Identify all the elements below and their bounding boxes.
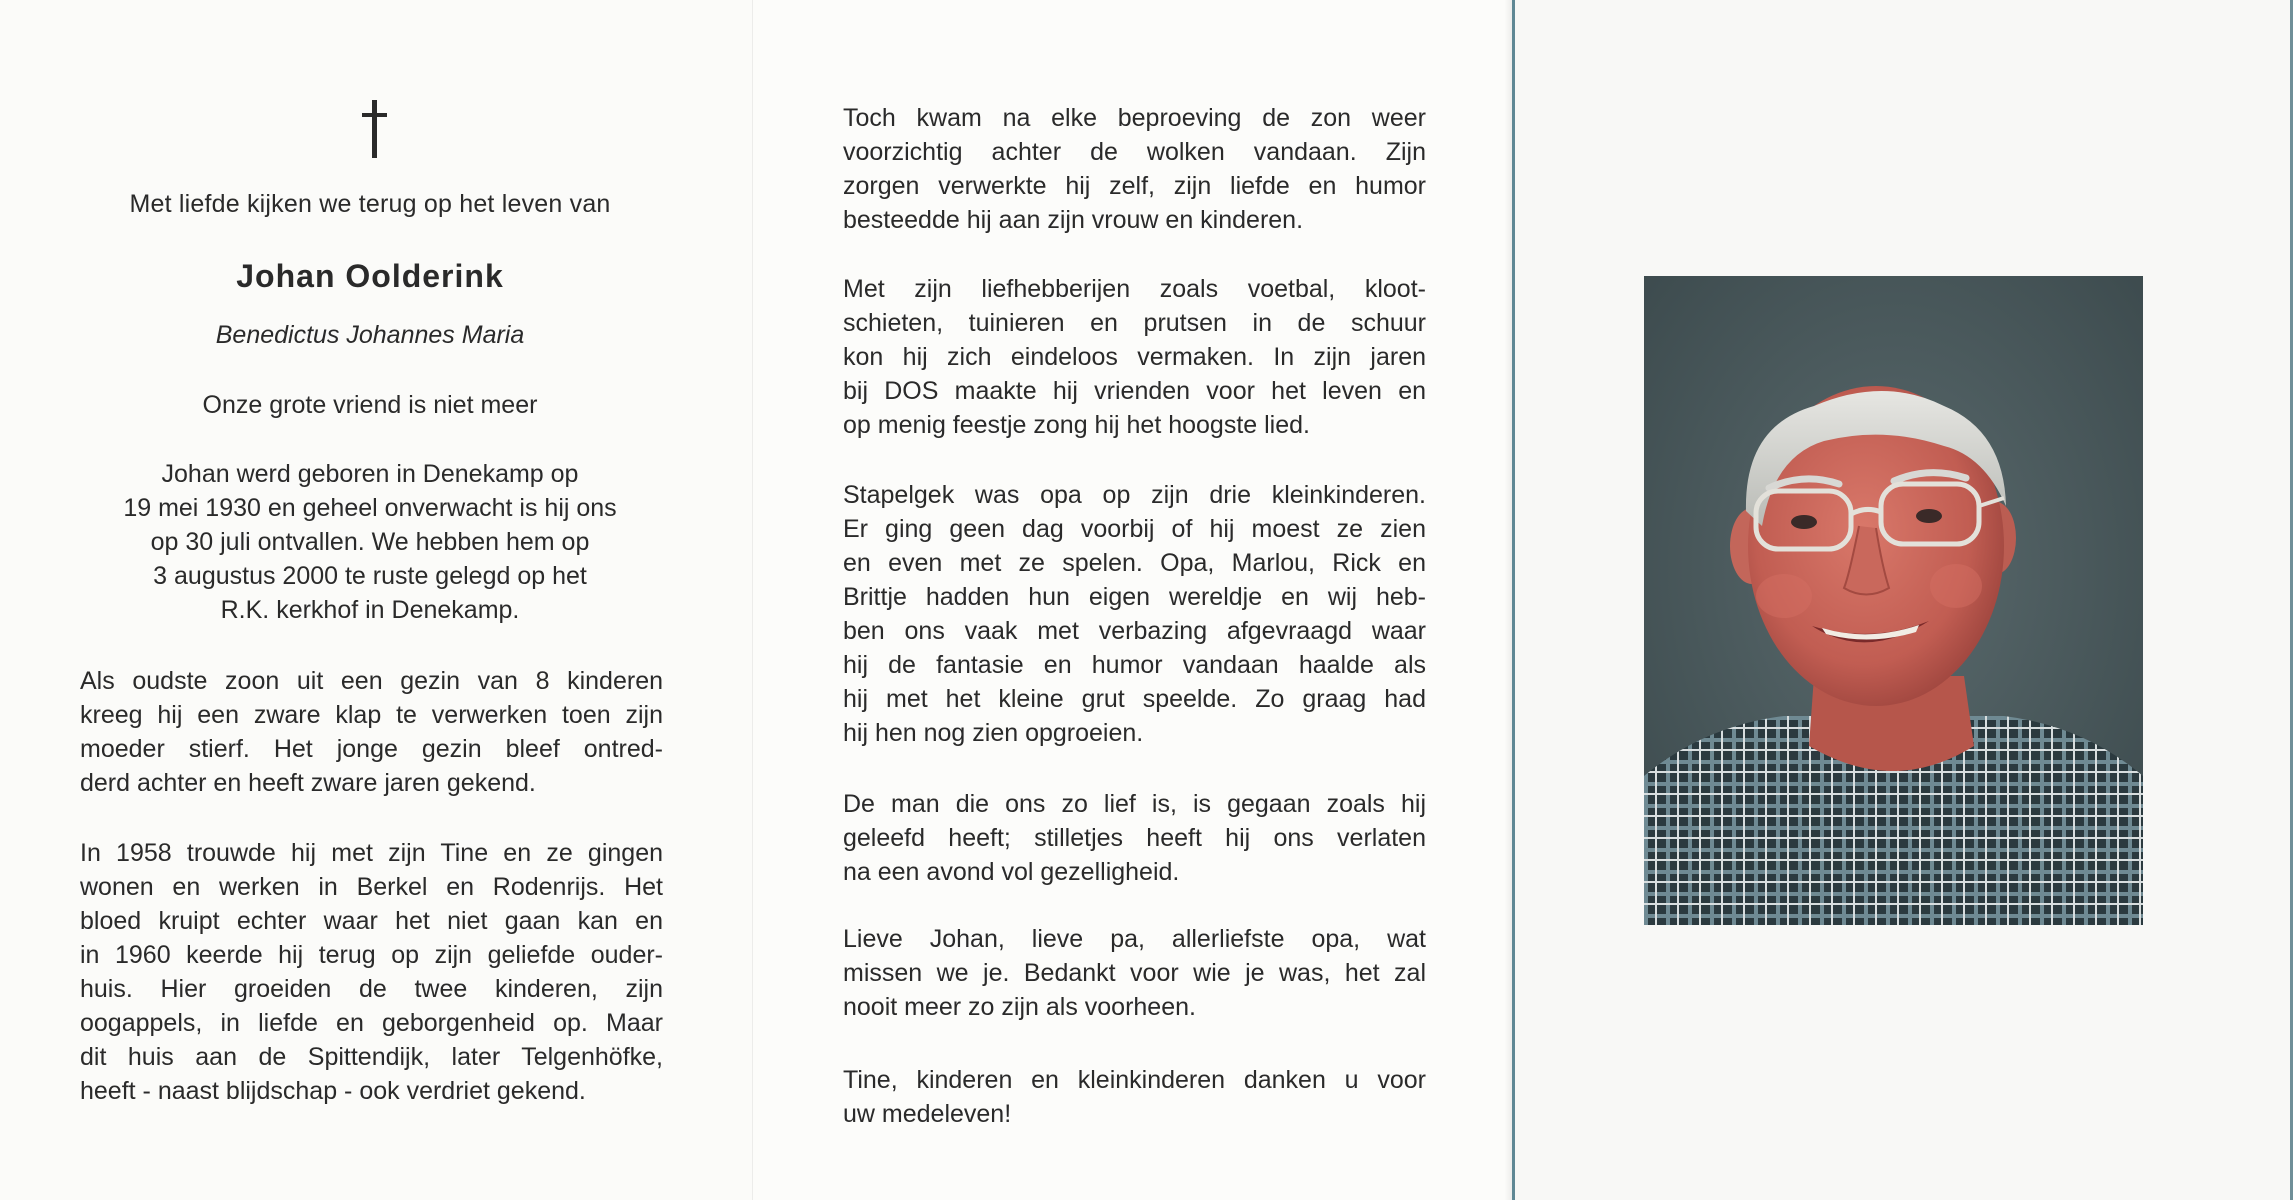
paragraph-passing bbox=[843, 787, 1426, 889]
text-line: oogappels, in liefde en geborgenheid op. Maar bbox=[80, 1009, 663, 1037]
text-line: ben ons vaak met verbazing afgevraagd waar bbox=[843, 617, 1426, 645]
text-line: hij met het kleine grut speelde. Zo graag had bbox=[843, 685, 1426, 713]
text-line: uw medeleven! bbox=[843, 1100, 1012, 1128]
paragraph-grandchildren bbox=[843, 478, 1426, 750]
text-line: heeft - naast blijdschap - ook verdriet gekend. bbox=[80, 1077, 586, 1105]
text-line: Met zijn liefhebberijen zoals voetbal, kloot- bbox=[843, 275, 1426, 303]
fold-line bbox=[752, 0, 753, 1200]
portrait-photo bbox=[1644, 276, 2143, 925]
text-line: kon hij zich eindeloos vermaken. In zijn jaren bbox=[843, 343, 1426, 371]
friend-line: Onze grote vriend is niet meer bbox=[202, 391, 538, 419]
text-line: Er ging geen dag voorbij of hij moest ze zien bbox=[843, 515, 1426, 543]
text-line: R.K. kerkhof in Denekamp. bbox=[220, 596, 520, 624]
cross-vertical-bar bbox=[372, 100, 377, 158]
text-line: Johan werd geboren in Denekamp op bbox=[161, 460, 579, 488]
text-line: besteedde hij aan zijn vrouw en kinderen. bbox=[843, 206, 1304, 234]
text-line: 3 augustus 2000 te ruste gelegd op het bbox=[153, 562, 587, 590]
paragraph-hardship bbox=[843, 101, 1426, 237]
text-line: en even met ze spelen. Opa, Marlou, Rick en bbox=[843, 549, 1426, 577]
text-line: Als oudste zoon uit een gezin van 8 kinderen bbox=[80, 667, 663, 695]
paragraph-childhood bbox=[80, 664, 663, 800]
intro-line: Met liefde kijken we terug op het leven van bbox=[129, 190, 611, 218]
paragraph-hobbies bbox=[843, 272, 1426, 442]
card-edge bbox=[1512, 0, 1515, 1200]
text-line: schieten, tuinieren en prutsen in de schuur bbox=[843, 309, 1426, 337]
fold-shadow bbox=[1504, 0, 1512, 1200]
text-line: bij DOS maakte hij vrienden voor het leven en bbox=[843, 377, 1426, 405]
text-line: Stapelgek was opa op zijn drie kleinkinderen. bbox=[843, 481, 1426, 509]
baptismal-names: Benedictus Johannes Maria bbox=[215, 321, 525, 349]
right-cheek bbox=[1930, 564, 1982, 608]
text-line: Brittje hadden hun eigen wereldje en wij heb- bbox=[843, 583, 1426, 611]
text-line: nooit meer zo zijn als voorheen. bbox=[843, 993, 1196, 1021]
paragraph-marriage bbox=[80, 836, 663, 1108]
text-line: hij hen nog zien opgroeien. bbox=[843, 719, 1144, 747]
text-line: De man die ons zo lief is, is gegaan zoals hij bbox=[843, 790, 1426, 818]
paragraph-farewell bbox=[843, 922, 1426, 1024]
text-line: Toch kwam na elke beproeving de zon weer bbox=[843, 104, 1426, 132]
text-line: geleefd heeft; stilletjes heeft hij ons verlaten bbox=[843, 824, 1426, 852]
cross-icon bbox=[362, 100, 386, 160]
text-line: 19 mei 1930 en geheel onverwacht is hij ons bbox=[123, 494, 617, 522]
left-cheek bbox=[1756, 574, 1812, 618]
text-line: wonen en werken in Berkel en Rodenrijs. Het bbox=[80, 873, 663, 901]
text-line: hij de fantasie en humor vandaan haalde als bbox=[843, 651, 1426, 679]
text-line: op 30 juli ontvallen. We hebben hem op bbox=[150, 528, 590, 556]
text-line: bloed kruipt echter waar het niet gaan kan en bbox=[80, 907, 663, 935]
deceased-name: Johan Oolderink bbox=[236, 258, 504, 294]
text-line: kreeg hij een zware klap te verwerken toen zijn bbox=[80, 701, 663, 729]
text-line: na een avond vol gezelligheid. bbox=[843, 858, 1180, 886]
text-line: voorzichtig achter de wolken vandaan. Zijn bbox=[843, 138, 1426, 166]
portrait-illustration bbox=[1644, 276, 2143, 925]
text-line: dit huis aan de Spittendijk, later Telgenhöfke, bbox=[80, 1043, 663, 1071]
text-line: Tine, kinderen en kleinkinderen danken u voor bbox=[843, 1066, 1426, 1094]
right-eye bbox=[1916, 509, 1942, 523]
left-eye bbox=[1791, 515, 1817, 529]
text-line: zorgen verwerkte hij zelf, zijn liefde en humor bbox=[843, 172, 1426, 200]
paragraph-thanks bbox=[843, 1063, 1426, 1131]
cross-horizontal-bar bbox=[362, 113, 387, 117]
text-line: huis. Hier groeiden de twee kinderen, zijn bbox=[80, 975, 663, 1003]
birth-death-block bbox=[60, 457, 680, 627]
text-line: op menig feestje zong hij het hoogste lied. bbox=[843, 411, 1310, 439]
text-line: in 1960 keerde hij terug op zijn geliefde ouder- bbox=[80, 941, 663, 969]
text-line: derd achter en heeft zware jaren gekend. bbox=[80, 769, 536, 797]
text-line: In 1958 trouwde hij met zijn Tine en ze gingen bbox=[80, 839, 663, 867]
text-line: Lieve Johan, lieve pa, allerliefste opa, wat bbox=[843, 925, 1426, 953]
text-line: missen we je. Bedankt voor wie je was, het zal bbox=[843, 959, 1426, 987]
text-line: moeder stierf. Het jonge gezin bleef ontred- bbox=[80, 735, 663, 763]
